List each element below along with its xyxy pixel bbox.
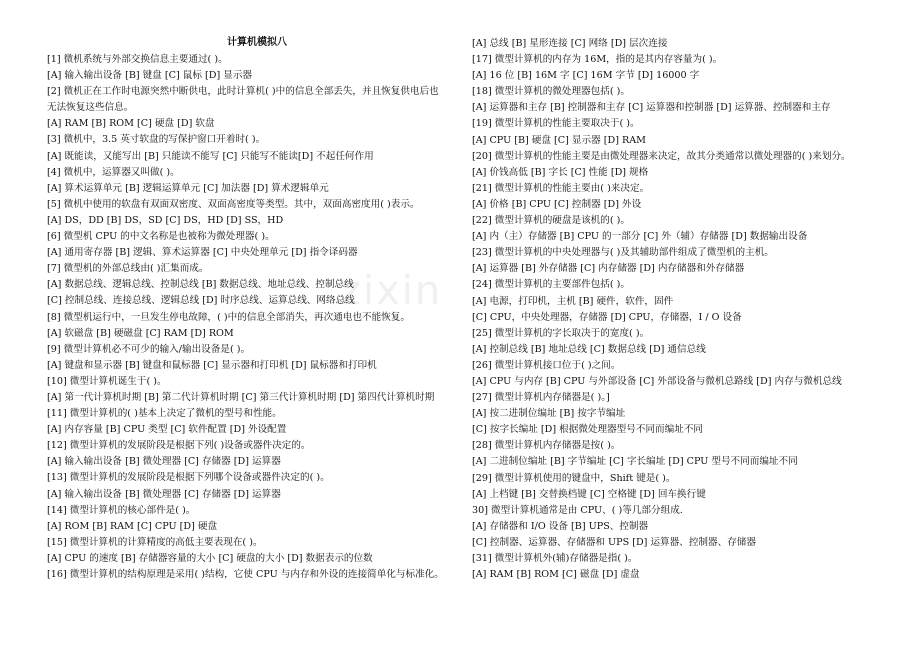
text-line: [10] 微型计算机诞生于( )。 (47, 375, 167, 387)
text-line: [18] 微型计算机的微处理器包括( )。 (472, 86, 630, 98)
text-line: [A] 16 位 [B] 16M 字 [C] 16M 字节 [D] 16000 字 (472, 70, 700, 82)
watermark: zixin (340, 268, 443, 314)
text-line: [A] 软磁盘 [B] 硬磁盘 [C] RAM [D] ROM (47, 327, 234, 339)
text-line: [A] 控制总线 [B] 地址总线 [C] 数据总线 [D] 通信总线 (472, 343, 706, 355)
text-line: [A] 总线 [B] 星形连接 [C] 网络 [D] 层次连接 (472, 38, 668, 49)
text-line: [A] 价钱高低 [B] 字长 [C] 性能 [D] 规格 (472, 166, 649, 178)
text-line: [17] 微型计算机的内存为 16M，指的是其内存容量为( )。 (472, 54, 723, 66)
text-line: [A] 按二进制位编址 [B] 按字节编址 (472, 408, 626, 420)
text-line: [28] 微型计算机内存储器是按( )。 (472, 440, 621, 452)
text-line: [14] 微型计算机的核心部件是( )。 (47, 504, 196, 516)
text-line: [A] CPU 与内存 [B] CPU 与外部设备 [C] 外部设备与微机总路线 [D] 内存与微机总线 (472, 375, 842, 387)
text-line: [A] 第一代计算机时期 [B] 第二代计算机时期 [C] 第三代计算机时期 [D] 第四代计算机时期 (47, 391, 435, 403)
text-line: [A] RAM [B] ROM [C] 硬盘 [D] 软盘 (47, 118, 215, 130)
text-line: [A] 输入输出设备 [B] 微处理器 [C] 存储器 [D] 运算器 (47, 456, 281, 468)
right-lines-list (472, 36, 851, 583)
text-line: [A] CPU [B] 硬盘 [C] 显示器 [D] RAM (472, 134, 646, 146)
text-line: [A] 运算器 [B] 外存储器 [C] 内存储器 [D] 内存储器和外存储器 (472, 263, 745, 275)
text-line: [25] 微型计算机的字长取决于的宽度( )。 (472, 327, 650, 339)
text-line: [A] 内（主）存储器 [B] CPU 的一部分 [C] 外（辅）存储器 [D] 数据输出设备 (472, 231, 808, 243)
text-line: [A] 键盘和显示器 [B] 键盘和鼠标器 [C] 显示器和打印机 [D] 鼠标器和打印机 (47, 359, 377, 371)
text-line: [3] 微机中，3.5 英寸软盘的写保护窗口开着时( )。 (47, 134, 266, 146)
text-line: [23] 微型计算机的中央处理器与( )及其辅助部件组成了微型机的主机。 (472, 247, 774, 259)
text-line: [20] 微型计算机的性能主要是由微处理器来决定，故其分类通常以微处理器的( )来划分。 (472, 150, 851, 162)
text-line: [A] 价格 [B] CPU [C] 控制器 [D] 外设 (472, 198, 642, 210)
text-line: [A] 通用寄存器 [B] 逻辑、算术运算器 [C] 中央处理单元 [D] 指令译码器 (47, 247, 358, 259)
text-line: [22] 微型计算机的硬盘是该机的( )。 (472, 215, 630, 227)
text-line: [A] 数据总线、逻辑总线、控制总线 [B] 数据总线、地址总线、控制总线 (47, 279, 354, 291)
text-line: [C] 控制器、运算器、存储器和 UPS [D] 运算器、控制器、存储器 (472, 536, 756, 548)
text-line: [15] 微型计算机的计算精度的高低主要表现在( )。 (47, 536, 263, 548)
text-line: [A] ROM [B] RAM [C] CPU [D] 硬盘 (47, 520, 218, 532)
text-line: [A] RAM [B] ROM [C] 磁盘 [D] 虚盘 (472, 569, 640, 581)
text-line: [13] 微型计算机的发展阶段是根据下列哪个设备或器件决定的( )。 (47, 472, 330, 484)
text-line: [A] 输入输出设备 [B] 微处理器 [C] 存储器 [D] 运算器 (47, 488, 281, 500)
text-line: [A] 存储器和 I/O 设备 [B] UPS、控制器 (472, 520, 649, 532)
text-line: [16] 微型计算机的结构原理是采用( )结构，它使 CPU 与内存和外设的连接简单化与标准化。 (47, 569, 444, 580)
text-line: [9] 微型计算机必不可少的输入/输出设备是( )。 (47, 343, 251, 355)
text-line: [A] DS，DD [B] DS，SD [C] DS，HD [D] SS，HD (47, 214, 284, 226)
text-line: [24] 微型计算机的主要部件包括( )。 (472, 279, 630, 291)
text-line: [A] 上档键 [B] 交替换档键 [C] 空格键 [D] 回车换行键 (472, 488, 706, 500)
text-line: [6] 微型机 CPU 的中文名称是也被称为微处理器( )。 (47, 231, 275, 243)
text-line: [4] 微机中，运算器又叫做( )。 (47, 166, 180, 178)
text-line: [2] 微机正在工作时电源突然中断供电，此时计算机( )中的信息全部丢失，并且恢复供电后也 (47, 86, 439, 98)
text-line: [11] 微型计算机的( )基本上决定了微机的型号和性能。 (47, 408, 282, 420)
text-line: [1] 微机系统与外部交换信息主要通过( )。 (47, 54, 228, 65)
text-line: 无法恢复这些信息。 (47, 102, 134, 114)
text-line: [A] 电源，打印机，主机 [B] 硬件，软件，固件 (472, 295, 674, 307)
text-line: [A] 运算器和主存 [B] 控制器和主存 [C] 运算器和控制器 [D] 运算器、控制器和主存 (472, 102, 831, 114)
text-line: [8] 微型机运行中，一旦发生停电故障，( )中的信息全部消失，再次通电也不能恢复。 (47, 311, 410, 323)
page-title: 计算机模拟八 (227, 37, 287, 48)
text-line: [A] 二进制位编址 [B] 字节编址 [C] 字长编址 [D] CPU 型号不同而编址不同 (472, 456, 798, 468)
text-line: [12] 微型计算机的发展阶段是根据下列( )设备或器件决定的。 (47, 440, 311, 452)
text-line: 30] 微型计算机通常是由 CPU、( )等几部分组成. (472, 504, 683, 516)
text-line: [31] 微型计算机外(辅)存储器是指( )。 (472, 553, 638, 564)
text-line: [A] 既能读，又能写出 [B] 只能读不能写 [C] 只能写不能读[D] 不起任何作用 (47, 150, 374, 162)
text-line: [A] 输入输出设备 [B] 键盘 [C] 鼠标 [D] 显示器 (47, 70, 253, 82)
text-line: [C] CPU，中央处理器，存储器 [D] CPU，存储器，I / O 设备 (472, 311, 742, 323)
text-line: [29] 微型计算机使用的键盘中，Shift 键是( )。 (472, 472, 676, 484)
text-line: [21] 微型计算机的性能主要由( )来决定。 (472, 182, 650, 194)
text-line: [A] CPU 的速度 [B] 存储器容量的大小 [C] 硬盘的大小 [D] 数据表示的位数 (47, 552, 373, 564)
text-line: [A] 算术运算单元 [B] 逻辑运算单元 [C] 加法器 [D] 算术逻辑单元 (47, 182, 329, 194)
text-line: [7] 微型机的外部总线由( )汇集而成。 (47, 263, 209, 275)
text-line: [C] 控制总线、连接总线、逻辑总线 [D] 时序总线、运算总线、网络总线 (47, 295, 355, 307)
text-line: [5] 微机中使用的软盘有双面双密度、双面高密度等类型。其中，双面高密度用( )表示。 (47, 198, 420, 210)
left-lines-list (47, 52, 444, 583)
text-line: [C] 按字长编址 [D] 根据微处理器型号不同而编址不同 (472, 424, 704, 436)
text-line: [A] 内存容量 [B] CPU 类型 [C] 软件配置 [D] 外设配置 (47, 424, 287, 436)
text-line: [27] 微型计算机内存储器是( )。] (472, 392, 610, 404)
text-line: [19] 微型计算机的性能主要取决于( )。 (472, 118, 640, 130)
text-line: [26] 微型计算机接口位于( )之间。 (472, 359, 621, 371)
